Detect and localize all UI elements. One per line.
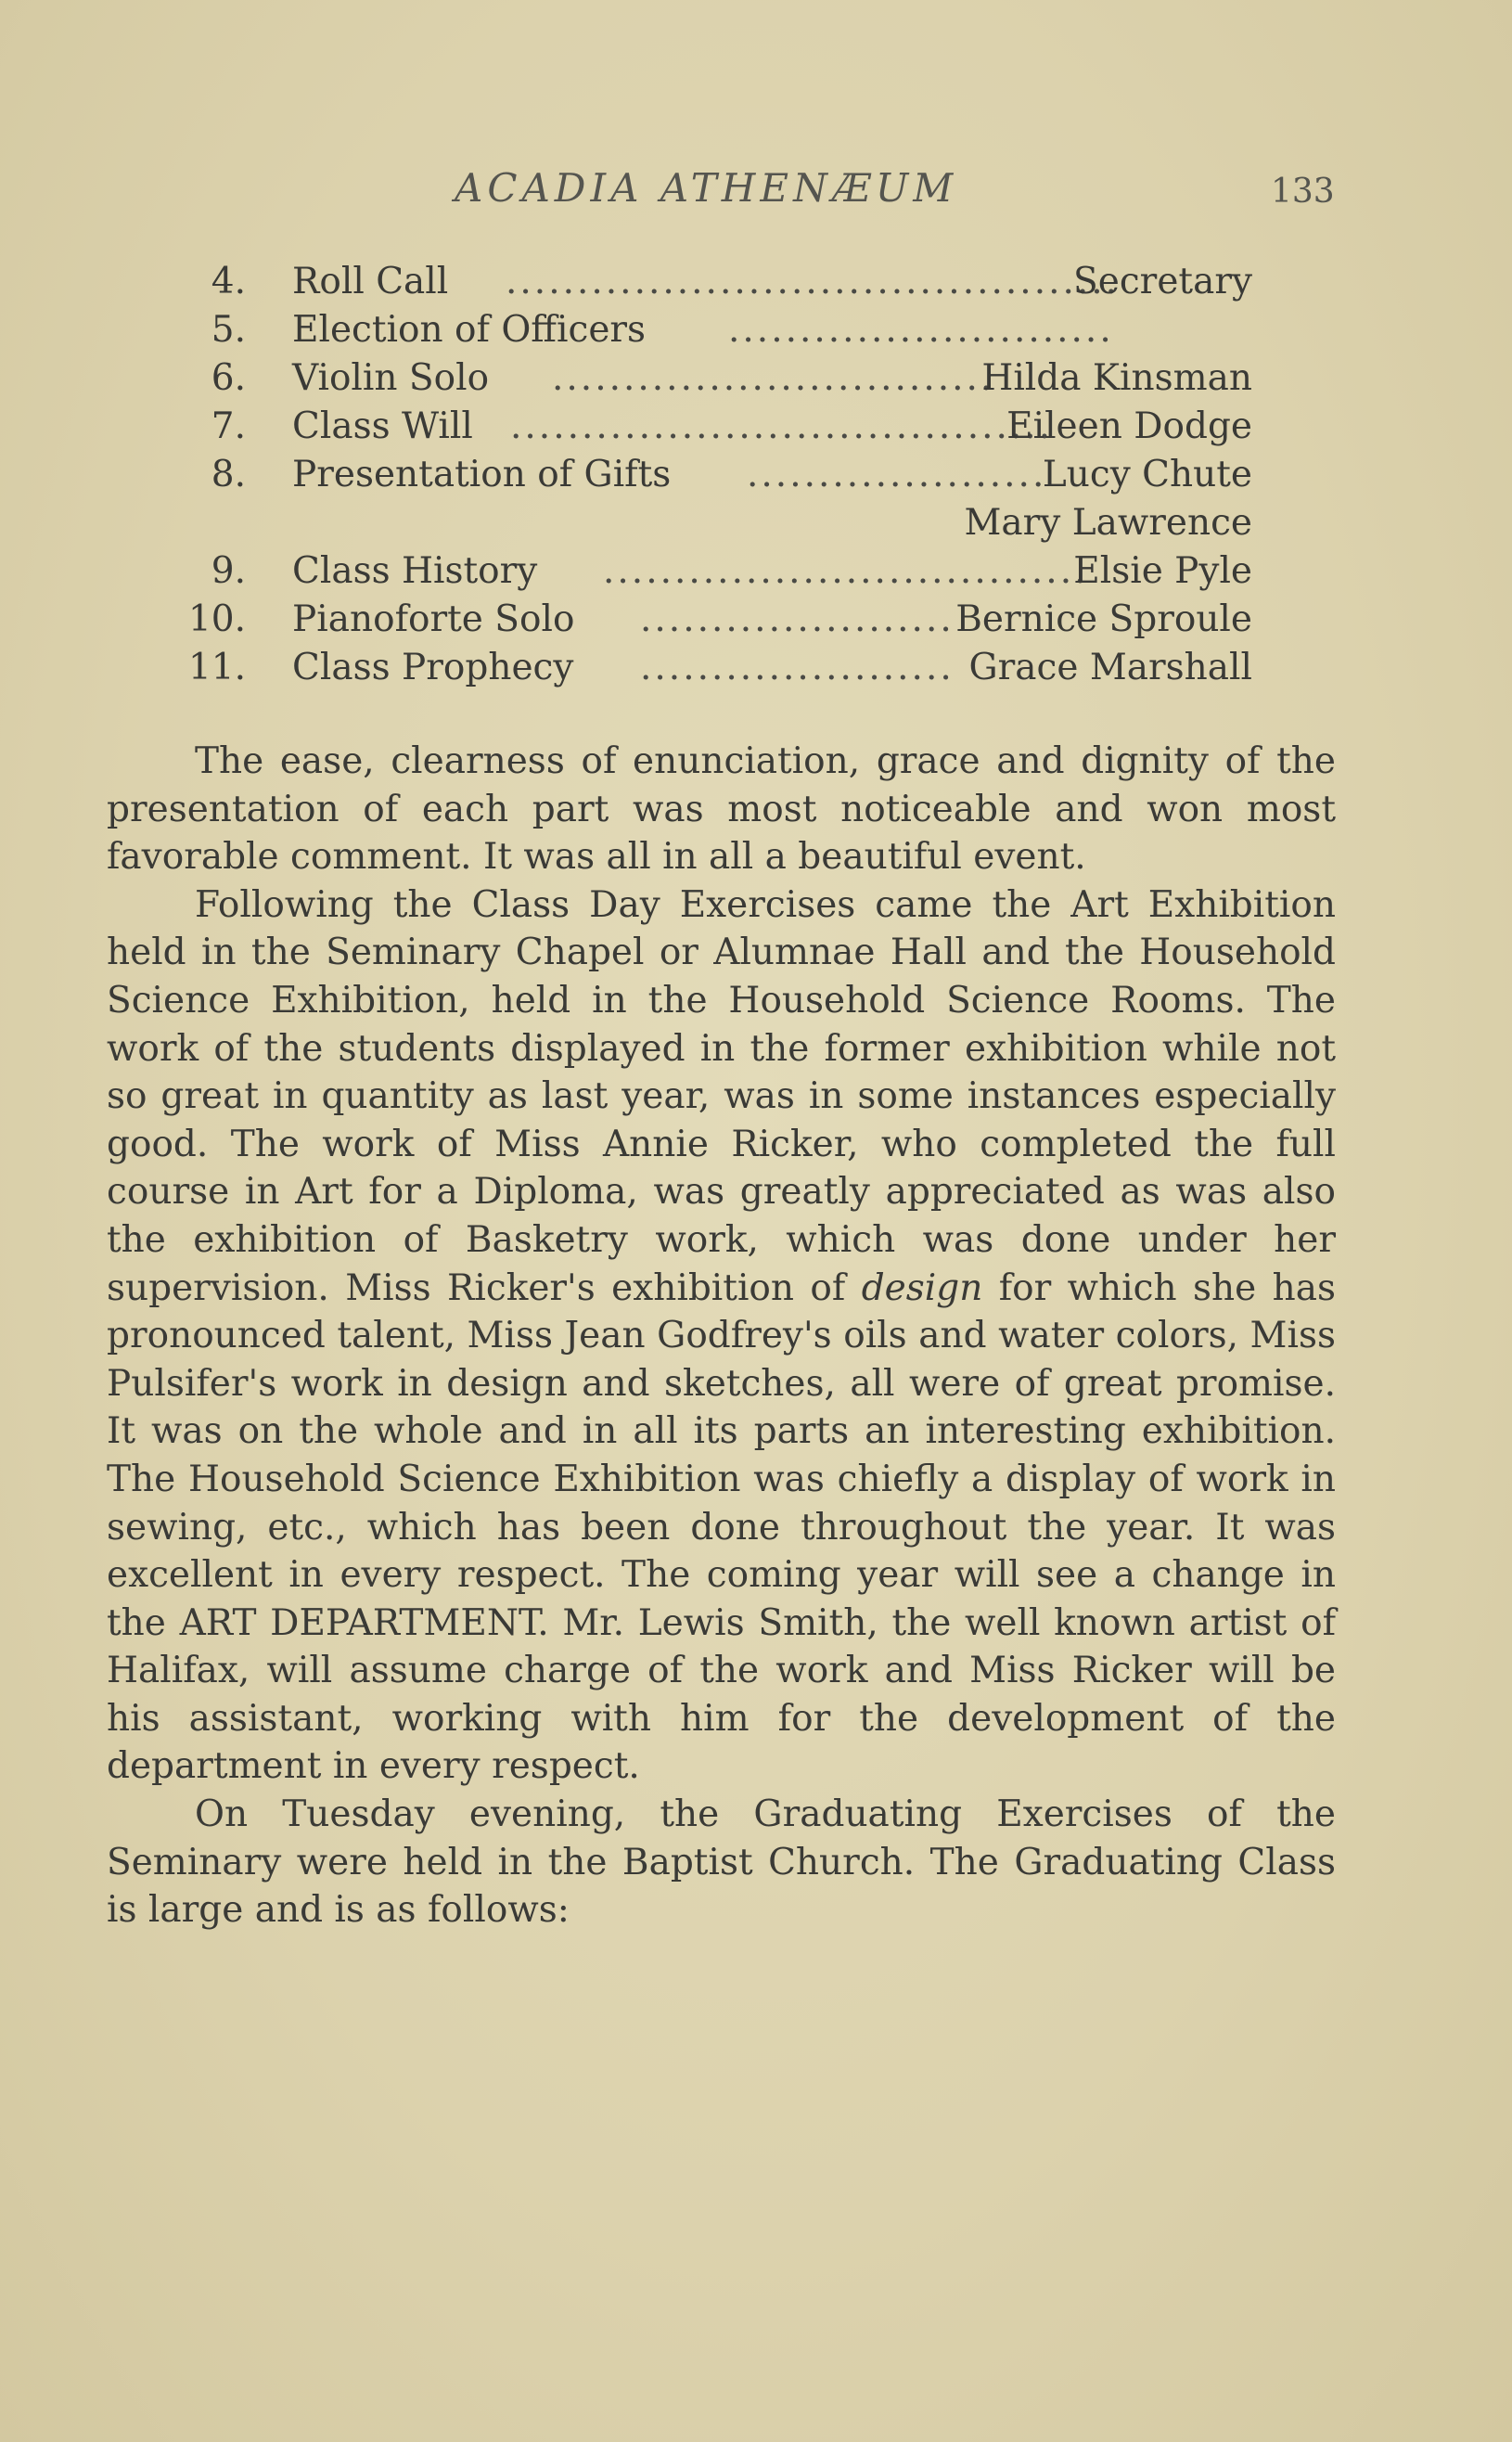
program-item-title: Violin Solo [292,357,490,399]
program-item [181,499,1252,547]
program-item-title: Pianoforte Solo [292,598,575,640]
program-item-performer: Hilda Kinsman [981,357,1252,399]
paragraph [107,881,1336,1791]
program-item [181,451,1252,499]
program-item-title: Class Will [292,405,473,447]
program-item-number: 6. [211,357,246,399]
program-item-number: 9. [211,550,246,592]
article-body [107,738,1336,1934]
program-item-title: Class Prophecy [292,647,574,688]
program-item-number: 4. [211,261,246,302]
program-item [181,354,1252,403]
paragraph: On Tuesday evening, the Graduating Exercises of the Seminary were held in the Baptist Church. The Graduating Class is large and is as follows: [107,1793,1336,1932]
dot-leader: ...................... [640,598,955,640]
dot-leader: ............................... [552,357,995,399]
program-item-performer: Grace Marshall [968,647,1252,688]
dot-leader: ...................................... [510,405,1054,447]
program-item [181,547,1252,596]
paragraph-text: for which she has pronounced talent, Miss Jean Godfrey's oils and water colors, Miss Pulsifer's work in design and sketches, all were of great promise. It was on the whole and in all its parts an interesting exhibition. The Household Science Exhibition was chiefly a display of work in sewing, etc., which has been done throughout the year. It was excellent in every respect. The coming year will see a change in the ART DEPARTMENT. Mr. Lewis Smith, the well known artist of Halifax, will assume charge of the work and Miss Ricker will be his assistant, working with him for the development of the department in every respect. [107,1266,1336,1788]
dot-leader: ........................... [728,309,1114,351]
running-title: ACADIA ATHENÆUM [455,165,958,211]
dot-leader: ...................... [640,647,955,688]
program-item-number: 11. [187,647,246,688]
program-item-performer: Mary Lawrence [964,502,1252,544]
program-item-performer: Elsie Pyle [1073,550,1252,592]
program-item-performer: Secretary [1073,261,1252,302]
dot-leader: ........................................... [506,261,1121,302]
dot-leader: ..................... [747,454,1047,495]
paragraph-text: Following the Class Day Exercises came the Art Exhibition held in the Seminary Chapel or Alumnae Hall and the Household Science Exhibition, held in the Household Science Rooms. The work of the students displayed in the former exhibition while not so great in quantity as last year, was in some instances especially good. The work of Miss Annie Ricker, who completed the full course in Art for a Diploma, was greatly appreciated as was also the exhibition of Basketry work, which was done under her supervision. Miss Ricker's exhibition of [107,883,1336,1309]
program-item-performer: Eileen Dodge [1006,405,1252,447]
program-item-title: Presentation of Gifts [292,454,672,495]
program-item [181,644,1252,692]
program-item-number: 10. [187,598,246,640]
program-item [181,306,1252,354]
program-item-number: 5. [211,309,246,351]
program-item-number: 8. [211,454,246,495]
italic-word: design [861,1266,983,1309]
page-number: 133 [1271,173,1335,211]
dot-leader: .................................. [603,550,1089,592]
paragraph: The ease, clearness of enunciation, grace and dignity of the presentation of each part was most noticeable and won most favorable comment. It was all in all a beautiful event. [107,740,1336,879]
program-item-number: 7. [211,405,246,447]
program-list [181,258,1252,692]
program-item-title: Election of Officers [292,309,647,351]
page-header [0,165,1512,221]
program-item [181,403,1252,451]
program-item [181,596,1252,644]
program-item-performer: Bernice Sproule [955,598,1252,640]
program-item-title: Class History [292,550,538,592]
program-item-performer: Lucy Chute [1042,454,1252,495]
program-item-title: Roll Call [292,261,449,302]
program-item [181,258,1252,306]
